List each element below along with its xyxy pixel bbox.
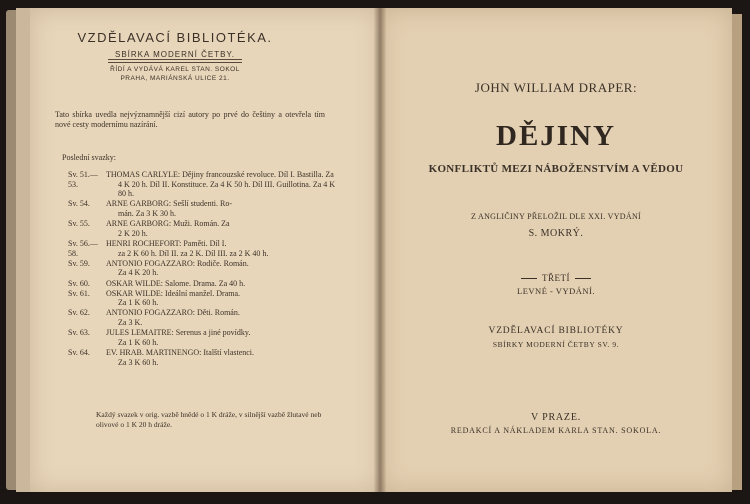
rule-top <box>108 59 242 60</box>
rule-bottom <box>108 62 242 63</box>
volume-text: ANTONIO FOGAZZARO: Děti. Román. <box>106 308 240 318</box>
edition-type: LEVNÉ - VYDÁNÍ. <box>517 286 595 296</box>
volume-text-cont: Za 3 K 60 h. <box>118 357 159 367</box>
volume-text-cont: 2 K 20 h. <box>118 228 148 238</box>
volume-text: OSKAR WILDE: Salome. Drama. Za 40 h. <box>106 278 246 288</box>
volume-number: Sv. 61. <box>68 288 90 298</box>
volumes-heading: Poslední svazky: <box>62 153 116 162</box>
translator-name: S. MOKRÝ. <box>528 228 584 239</box>
volume-number: Sv. 59. <box>68 258 90 268</box>
binding-footnote: Každý svazek v orig. vazbě hnědé o 1 K dráže, v silnější vazbě žlutavé neb olivové o 1 K 20 h dráže. <box>96 410 322 429</box>
author-name: JOHN WILLIAM DRAPER: <box>474 80 638 95</box>
volume-text-cont: mán. Za 3 K 30 h. <box>118 208 176 218</box>
volume-number: Sv. 60. <box>68 278 90 288</box>
volume-text-cont: Za 1 K 60 h. <box>118 298 159 308</box>
volume-number: Sv. 64. <box>68 348 90 358</box>
volume-number: Sv. 62. <box>68 308 90 318</box>
library-title: VZDĚLAVACÍ BIBLIOTÉKA. <box>77 30 273 45</box>
intro-paragraph: Tato sbírka uvedla nejvýznamnější cizí autory po prvé do češtiny a otevřela tím nové cesty modernímu nazírání. <box>55 110 325 129</box>
translation-note: Z ANGLIČINY PŘELOŽIL DLE XXI. VYDÁNÍ <box>470 212 642 221</box>
volume-entry <box>68 219 336 238</box>
volume-text: ARNE GARBORG: Muži. Román. Za <box>106 219 230 229</box>
volume-entry <box>68 328 336 347</box>
volume-entry <box>68 348 336 367</box>
publisher-line: REDAKCÍ A NÁKLADEM KARLA STAN. SOKOLA. <box>450 426 662 435</box>
volume-number: Sv. 54. <box>68 199 90 209</box>
series-volume: SBÍRKY MODERNÍ ČETBY SV. 9. <box>492 340 620 349</box>
volume-text-cont: Za 4 K 20 h. <box>118 268 159 278</box>
volume-text: JULES LEMAITRE: Serenus a jiné povídky. <box>106 328 251 338</box>
volume-text: HENRI ROCHEFORT: Paměti. Díl I. <box>106 238 227 248</box>
volume-entry <box>68 170 336 199</box>
publication-place: V PRAZE. <box>530 412 582 423</box>
volume-text: THOMAS CARLYLE: Dějiny francouzské revoluce. Díl I. Bastilla. Za <box>106 170 334 179</box>
volume-entry <box>68 289 336 308</box>
address-line: PRAHA, MARIÁNSKÁ ULICE 21. <box>120 75 230 82</box>
volume-number: Sv. 63. <box>68 328 90 338</box>
volume-number: Sv. 51.—53. <box>68 170 98 189</box>
dash-right <box>575 278 591 279</box>
volume-text: ANTONIO FOGAZZARO: Rodiče. Román. <box>106 258 249 268</box>
series-title: VZDĚLAVACÍ BIBLIOTÉKY <box>488 326 624 336</box>
volume-entry <box>68 259 336 278</box>
page-stack-right <box>732 14 742 490</box>
editor-line: ŘÍDÍ A VYDÁVÁ KAREL STAN. SOKOL <box>110 66 240 73</box>
volume-text-cont: za 2 K 60 h. Díl II. za 2 K. Díl III. za 2 K 40 h. <box>118 248 269 258</box>
volume-text: EV. HRAB. MARTINENGO: Italští vlastenci. <box>106 348 255 358</box>
volume-number: Sv. 55. <box>68 219 90 229</box>
volume-number: Sv. 56.—58. <box>68 238 98 258</box>
book-title: DĚJINY <box>496 120 616 152</box>
volume-text-cont: 4 K 20 h. Díl II. Konstituce. Za 4 K 50 h. Díl III. Guillotina. Za 4 K 80 h. <box>118 179 336 199</box>
book-subtitle: KONFLIKTŮ MEZI NÁBOŽENSTVÍM A VĚDOU <box>428 163 684 175</box>
volume-text-cont: Za 1 K 60 h. <box>118 337 159 347</box>
volume-entry <box>68 239 336 258</box>
volume-text: OSKAR WILDE: Ideální manžel. Drama. <box>106 288 241 298</box>
volume-entry <box>68 279 336 289</box>
volume-text-cont: Za 3 K. <box>118 318 143 328</box>
dash-left <box>521 278 537 279</box>
volume-entry <box>68 308 336 327</box>
volume-text: ARNE GARBORG: Sešlí studenti. Ro- <box>106 199 233 209</box>
volume-entry <box>68 199 336 218</box>
edition-label <box>380 273 732 283</box>
library-subtitle: SBÍRKA MODERNÍ ČETBY. <box>115 50 235 59</box>
edition-number: TŘETÍ <box>542 273 570 283</box>
volume-list <box>68 170 336 368</box>
